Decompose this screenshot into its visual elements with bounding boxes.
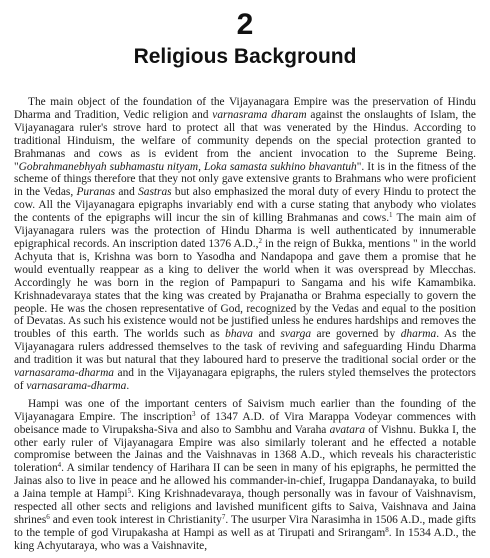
text-run: . As the Vijayanagara rulers addressed themselves to the task of reviving and safeguarding Hindu Dharma and tradition it was but natural that they laboured hard to preserve the traditional social order or the	[14, 328, 476, 367]
footnote-marker: 1	[389, 211, 393, 220]
footnote-marker: 4	[57, 461, 62, 470]
text-run: of 1347 A.D. of Vira Marappa Vodeyar commences with obeisance made to Virupaksha-Siva and also to Sambhu and Varaha	[14, 410, 477, 436]
body-paragraph	[14, 96, 476, 393]
body-paragraph	[14, 398, 476, 553]
footnote-marker: 8	[385, 525, 389, 534]
text-run: and	[115, 186, 139, 199]
chapter-title: Religious Background	[133, 45, 357, 68]
text-run: but also emphasized the moral duty of every Hindu to protect the cow. All the Vijayanagara epigraphs invariably end with a curse stating that anybody who violates the contents of the epigraphs will incur the sin of killing Brahmanas and cows.	[14, 186, 476, 225]
italic-term: Sastras	[138, 186, 172, 199]
footnote-marker: 6	[46, 513, 50, 521]
text-run: . The usurper Vira Narasimha in 1506 A.D., made gifts to the temple of god Virupakasha at Hampi as well as at Tirupati and Srirangam	[14, 514, 476, 539]
footnote-marker: 7	[221, 513, 226, 521]
text-run: and even took interest in Christianity	[49, 514, 222, 526]
italic-term: varnasarama-dharma	[14, 367, 114, 380]
italic-term: bhava	[225, 328, 253, 341]
text-run: of Vishnu. Bukka I, the other early ruler of Vijayanagara Empire was also similarly tolerant and he effected a notable compromise between the Jainas and the Vaishnavas in 1368 A.D., which reveals his characteristic toleration	[14, 423, 477, 475]
text-run: against the onslaughts of Islam, the Vijayanagara ruler's strove hard to protect all that was venerated by the Hindus. According to traditional Hinduism, the welfare of community depends on the special protection granted to Brahmanas and cows as is evident from the ancient invocation to the Supreme Being. "	[14, 108, 476, 173]
footnote-marker: 2	[258, 236, 262, 245]
italic-term: Gobrahmanebhyah subhamastu nityam, Loka samasta sukhino bhavantuh	[18, 160, 357, 173]
italic-term: varnasrama dharam	[212, 108, 307, 121]
text-run: and in the Vijayanagara epigraphs, the rulers styled themselves the protectors of	[14, 367, 476, 392]
text-run: ". It is in the fitness of the scheme of things therefore that they not only gave extensive grants to Brahmans who were proficient in the Vedas,	[14, 160, 477, 199]
footnote-marker: 3	[191, 409, 196, 418]
italic-term: dharma	[400, 328, 437, 341]
text-run: . In 1534 A.D., the king Achyutaraya, who was a Vaishnavite,	[14, 526, 476, 552]
text-run: are governed by	[311, 328, 401, 341]
italic-term: Puranas	[76, 186, 116, 199]
footnote-marker: 5	[127, 487, 132, 496]
text-run: .	[126, 379, 130, 392]
italic-term: varnasarama-dharma	[26, 379, 127, 392]
text-run: and	[253, 328, 281, 341]
text-run: . A similar tendency of Harihara II can be seen in many of his epigraphs, he permitted the Jainas also to live in peace and he allowed his commander-in-chief, Irugappa Dandanayaka, to build a Jaina temple at Hampi	[14, 462, 476, 501]
italic-term: svarga	[280, 328, 312, 341]
text-run: The main object of the foundation of the Vijayanagara Empire was the preservation of Hindu Dharma and Tradition, Vedic religion and	[14, 96, 476, 121]
text-run: . King Krishnadevaraya, though personally was in favour of Vaishnavism, respected all other sects and religions and lavished munificent gifts to Saiva, Vaishnava and Jaina shrines	[14, 488, 476, 526]
chapter-body	[14, 96, 476, 558]
italic-term: avatara	[329, 423, 366, 436]
text-run: in the reign of Bukka, mentions " in the world Achyuta that is, Krishna was born to Yasodha and Nandapopa and gave them a promise that he would eventually reappear as a king to deliver the world when it was overspread by Mlecchas. Accordingly he was born in the region of Pampapuri to Sangama and his wife Kamambika. Krishnadevaraya states that the king was created by Prajanatha or Brahma especially to govern the people. He was the chosen representative of God, recognized by the Vedas and equal to the position of Devatas. As such his existence would not be justified unless he endures hardships and removes the troubles of this earth. The worlds such as	[14, 237, 476, 341]
text-run: Hampi was one of the important centers of Saivism much earlier than the founding of the Vijayanagara Empire. The inscription	[14, 397, 476, 423]
chapter-number: 2	[236, 8, 254, 41]
text-run: The main aim of Vijayanagara rulers was the protection of Hindu Dharma is well authenticated by innumerable epigraphical records. An inscription dated 1376 A.D.,	[14, 212, 476, 250]
